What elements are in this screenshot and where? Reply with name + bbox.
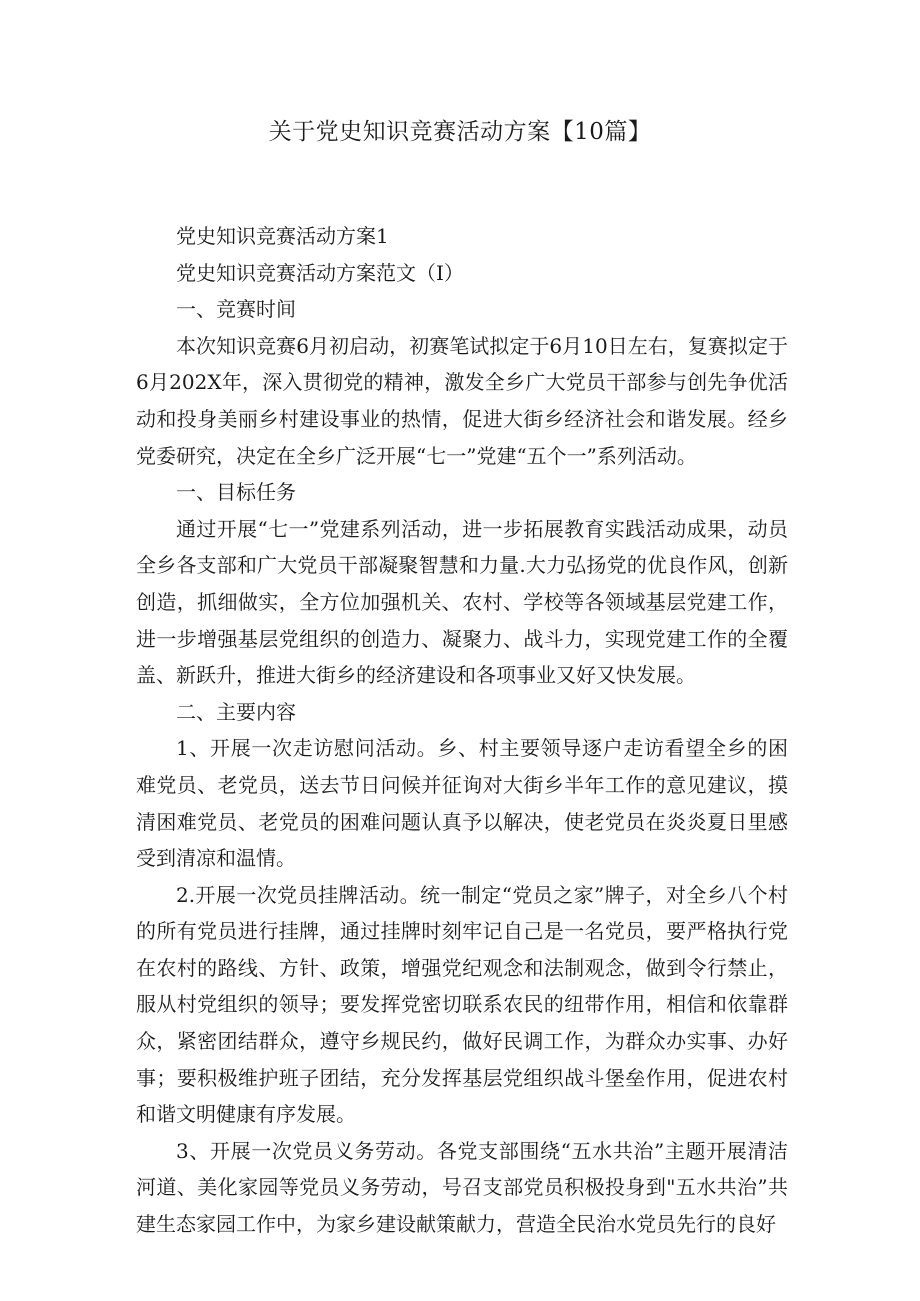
- paragraph-objectives: 通过开展“七一”党建系列活动，进一步拓展教育实践活动成果，动员全乡各支部和广大党员干部凝聚智慧和力量.大力弘扬党的优良作风，创新创造，抓细做实，全方位加强机关、农村、学校等各领域基层党建工作，进一步增强基层党组织的创造力、凝聚力、战斗力，实现党建工作的全覆盖、新跃升，推进大街乡的经济建设和各项事业又好又快发展。: [136, 516, 788, 688]
- heading-competition-time: 一、竞赛时间: [176, 297, 296, 322]
- section-heading: 党史知识竞赛活动方案1: [176, 224, 389, 248]
- document-body: [136, 218, 788, 1243]
- paragraph-item-2: 2.开展一次党员挂牌活动。统一制定“党员之家”牌子，对全乡八个村的所有党员进行挂牌，通过挂牌时刻牢记自己是一名党员，要严格执行党在农村的路线、方针、政策，增强党纪观念和法制观念，做到令行禁止，服从村党组织的领导；要发挥党密切联系农民的纽带作用，相信和依靠群众，紧密团结群众，遵守乡规民约，做好民调工作，为群众办实事、办好事；要积极维护班子团结，充分发挥基层党组织战斗堡垒作用，促进农村和谐文明健康有序发展。: [136, 882, 788, 1127]
- paragraph-item-3: 3、开展一次党员义务劳动。各党支部围绕“五水共治”主题开展清洁河道、美化家园等党员义务劳动，号召支部党员积极投身到"五水共治”共建生态家园工作中，为家乡建设献策献力，营造全民治水党员先行的良好: [136, 1138, 788, 1237]
- heading-objectives: 一、目标任务: [176, 480, 296, 505]
- section-subheading: 党史知识竞赛活动方案范文（I）: [176, 260, 464, 285]
- paragraph-item-1: 1、开展一次走访慰问活动。乡、村主要领导逐户走访看望全乡的困难党员、老党员，送去节日问候并征询对大街乡半年工作的意见建议，摸清困难党员、老党员的困难问题认真予以解决，使老党员在炎炎夏日里感受到清凉和温情。: [136, 736, 788, 871]
- paragraph-competition-time: 本次知识竞赛6月初启动，初赛笔试拟定于6月10日左右，复赛拟定于6月202X年，深入贯彻党的精神，激发全乡广大党员干部参与创先争优活动和投身美丽乡村建设事业的热情，促进大街乡经济社会和谐发展。经乡党委研究，决定在全乡广泛开展“七一”党建“五个一”系列活动。: [136, 333, 788, 468]
- document-title: 关于党史知识竞赛活动方案【10篇】: [268, 119, 652, 145]
- heading-main-content: 二、主要内容: [176, 699, 296, 724]
